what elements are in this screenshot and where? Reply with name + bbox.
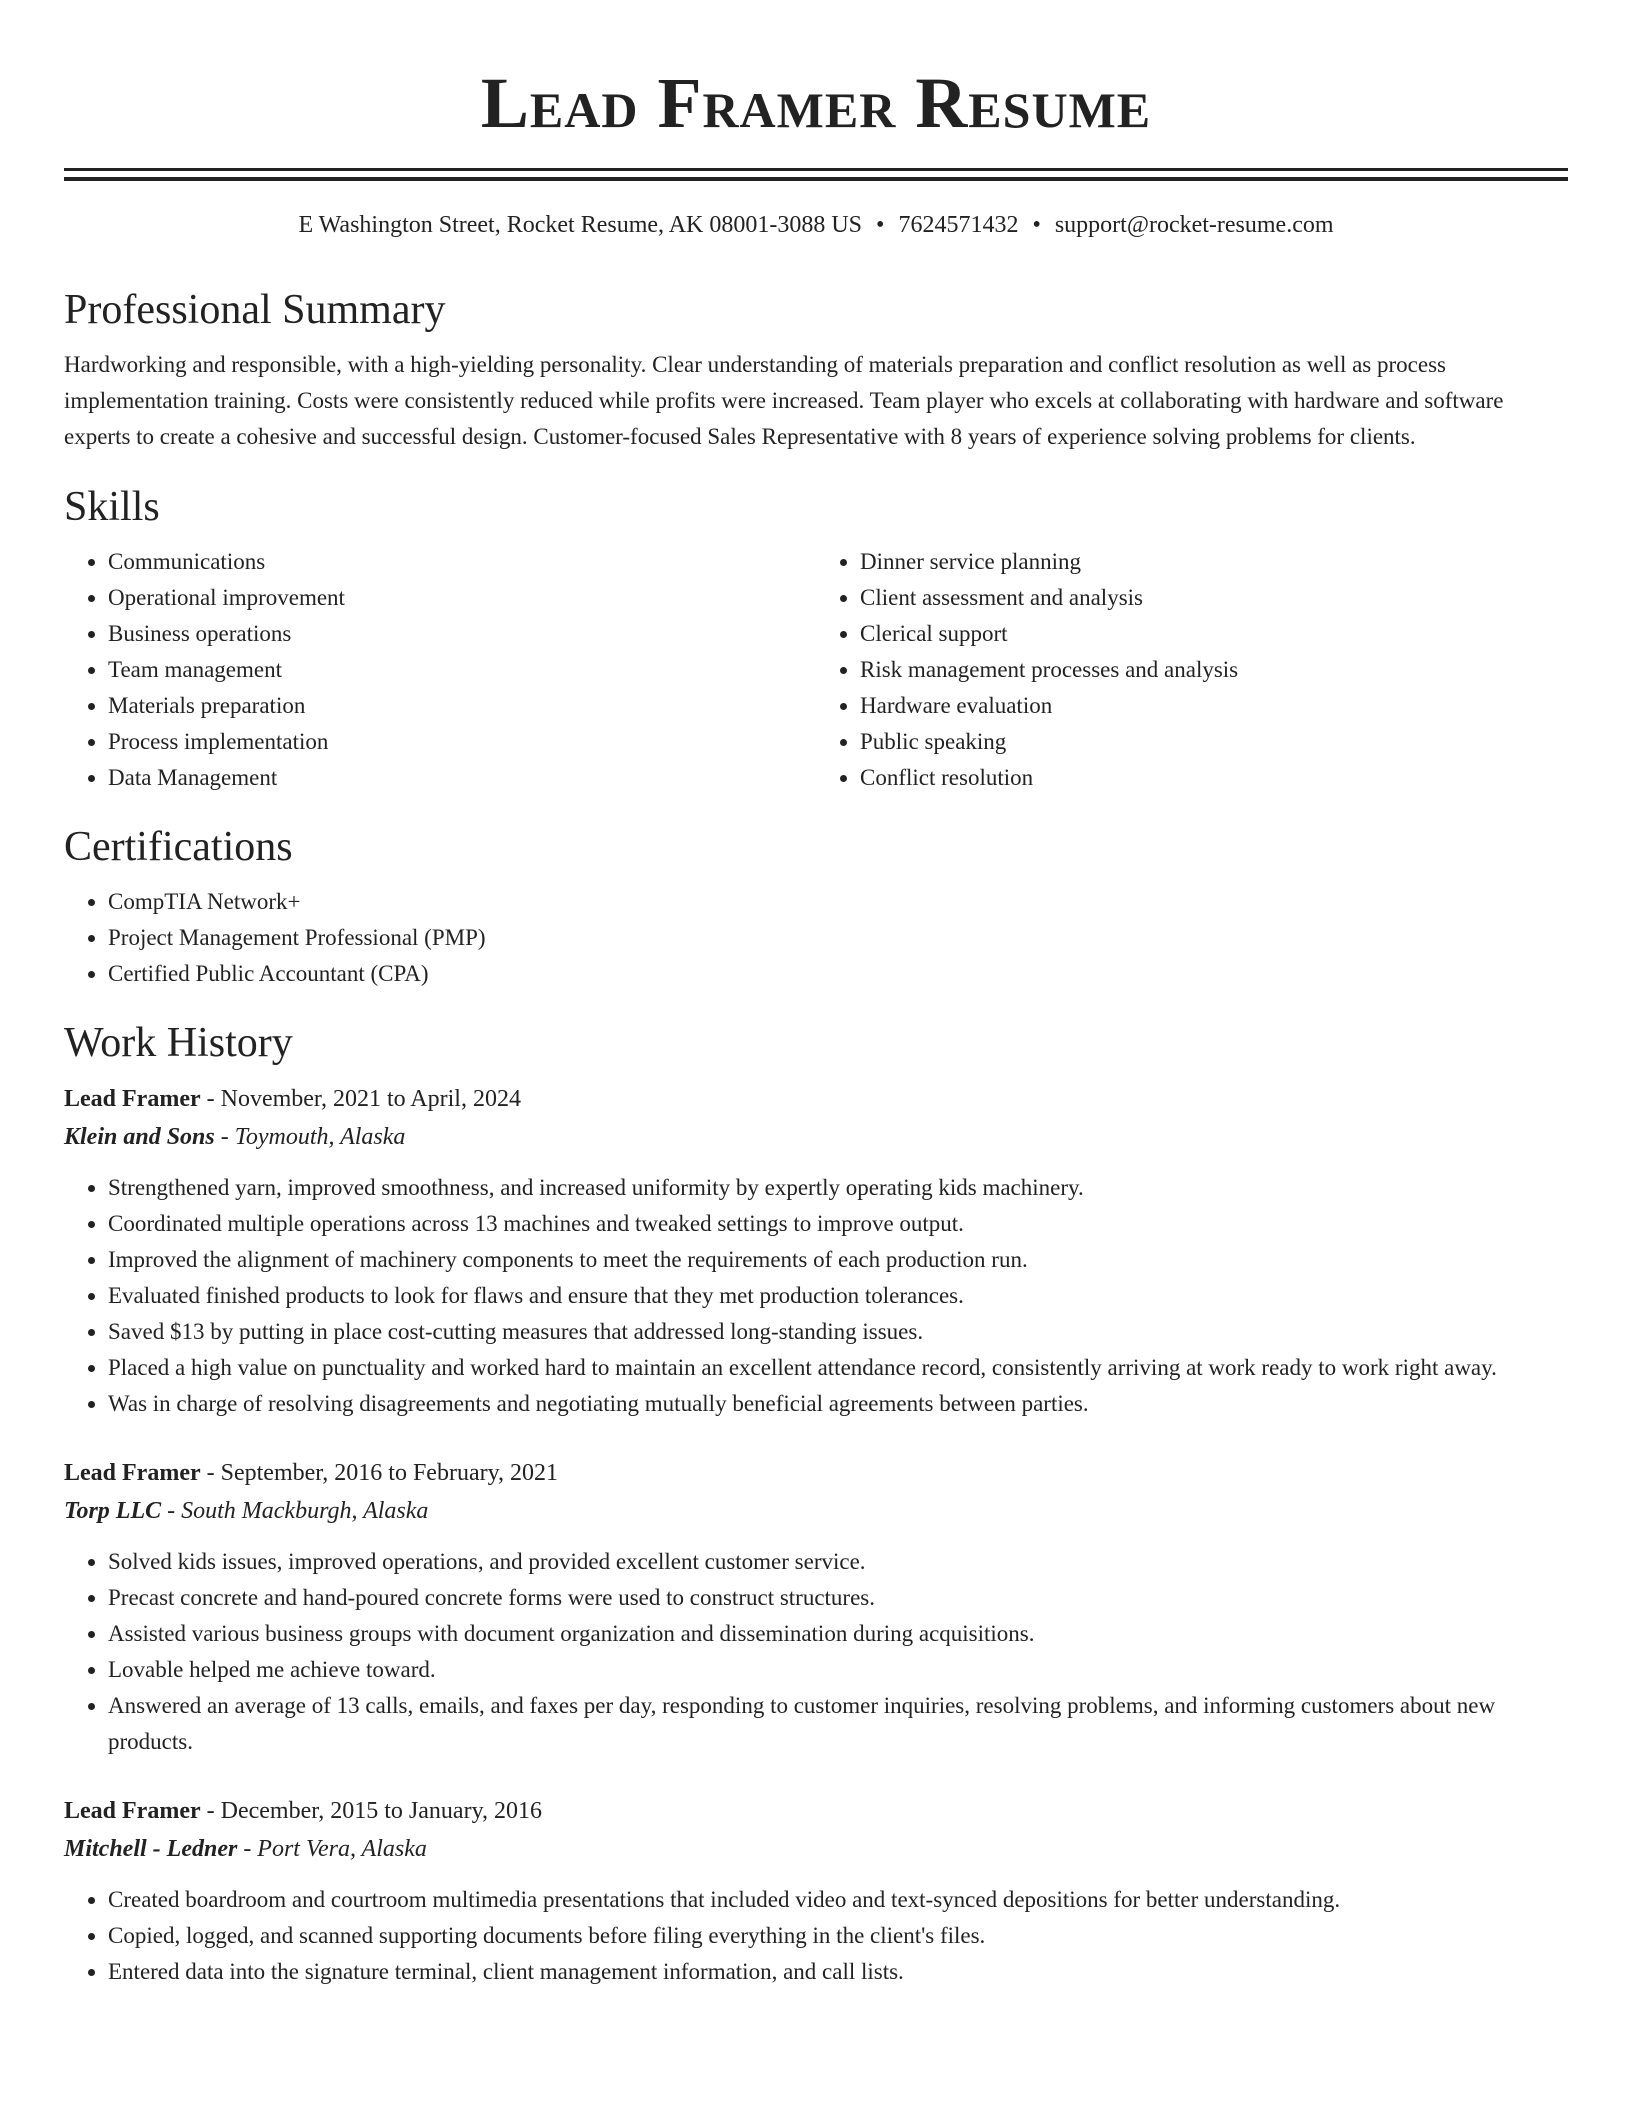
list-item: • Clerical support [860, 616, 1568, 652]
job-title: Lead Framer [64, 1086, 201, 1112]
certifications-list [64, 884, 1568, 992]
job-title: Lead Framer [64, 1460, 201, 1486]
contact-separator: • [1032, 212, 1041, 238]
list-item: • Coordinated multiple operations across 13 machines and tweaked settings to improve output. [108, 1206, 1568, 1242]
job-header [64, 1080, 1568, 1118]
list-item: • Public speaking [860, 724, 1568, 760]
list-item: • Answered an average of 13 calls, emails, and faxes per day, responding to customer inquiries, resolving problems, and informing customers about new products. [108, 1688, 1568, 1760]
list-item: • Team management [108, 652, 816, 688]
job-location: - Port Vera, Alaska [237, 1836, 427, 1862]
job-header [64, 1454, 1568, 1492]
job-bullets [64, 1170, 1568, 1422]
list-item: • Precast concrete and hand-poured concrete forms were used to construct structures. [108, 1580, 1568, 1616]
job-entry [64, 1792, 1568, 1990]
list-item: • Risk management processes and analysis [860, 652, 1568, 688]
list-item: • CompTIA Network+ [108, 884, 1568, 920]
list-item: • Data Management [108, 760, 816, 796]
job-entry [64, 1080, 1568, 1422]
job-bullets [64, 1882, 1568, 1990]
contact-address: E Washington Street, Rocket Resume, AK 08001-3088 US [298, 212, 863, 238]
contact-phone: 7624571432 [898, 212, 1019, 238]
list-item: • Lovable helped me achieve toward. [108, 1652, 1568, 1688]
title-divider-bottom [64, 177, 1568, 181]
job-company: Torp LLC [64, 1498, 162, 1524]
contact-email: support@rocket-resume.com [1054, 212, 1334, 238]
list-item: • Entered data into the signature terminal, client management information, and call lists. [108, 1954, 1568, 1990]
contact-line [64, 210, 1568, 240]
list-item: • Hardware evaluation [860, 688, 1568, 724]
list-item: • Client assessment and analysis [860, 580, 1568, 616]
list-item: • Copied, logged, and scanned supporting documents before filing everything in the client's files. [108, 1918, 1568, 1954]
list-item: • Conflict resolution [860, 760, 1568, 796]
job-title: Lead Framer [64, 1798, 201, 1824]
document-title: Lead Framer Resume [480, 63, 1152, 143]
contact-separator: • [876, 212, 885, 238]
section-heading-work-history: Work History [64, 1020, 293, 1066]
list-item: • Communications [108, 544, 816, 580]
job-location: - South Mackburgh, Alaska [161, 1498, 429, 1524]
skills-list-left [64, 544, 816, 796]
job-dates: - September, 2016 to February, 2021 [200, 1460, 559, 1486]
list-item: • Dinner service planning [860, 544, 1568, 580]
job-employer [64, 1492, 1568, 1530]
list-item: • Business operations [108, 616, 816, 652]
job-bullets [64, 1544, 1568, 1760]
job-location: - Toymouth, Alaska [214, 1124, 406, 1150]
job-header [64, 1792, 1568, 1830]
job-dates: - December, 2015 to January, 2016 [200, 1798, 543, 1824]
resume-page [64, 0, 1568, 1990]
job-company: Klein and Sons [64, 1124, 215, 1150]
skills-columns [64, 544, 1568, 796]
list-item: • Process implementation [108, 724, 816, 760]
list-item: • Improved the alignment of machinery components to meet the requirements of each production run. [108, 1242, 1568, 1278]
list-item: • Certified Public Accountant (CPA) [108, 956, 1568, 992]
section-heading-certifications: Certifications [64, 824, 293, 870]
list-item: • Solved kids issues, improved operations, and provided excellent customer service. [108, 1544, 1568, 1580]
list-item: • Strengthened yarn, improved smoothness, and increased uniformity by expertly operating kids machinery. [108, 1170, 1568, 1206]
list-item: • Project Management Professional (PMP) [108, 920, 1568, 956]
list-item: • Placed a high value on punctuality and worked hard to maintain an excellent attendance record, consistently arriving at work ready to work right away. [108, 1350, 1568, 1386]
list-item: • Created boardroom and courtroom multimedia presentations that included video and text-synced depositions for better understanding. [108, 1882, 1568, 1918]
job-employer [64, 1830, 1568, 1868]
section-heading-summary: Professional Summary [64, 287, 446, 333]
list-item: • Was in charge of resolving disagreements and negotiating mutually beneficial agreements between parties. [108, 1386, 1568, 1422]
section-heading-skills: Skills [64, 484, 160, 530]
summary-text: Hardworking and responsible, with a high-yielding personality. Clear understanding of materials preparation and conflict resolution as well as process implementation training. Costs were consistently reduced while profits were increased. Team player who excels at collaborating with hardware and software experts to create a cohesive and successful design. Customer-focused Sales Representative with 8 years of experience solving problems for clients. [64, 352, 1504, 449]
list-item: • Materials preparation [108, 688, 816, 724]
job-dates: - November, 2021 to April, 2024 [200, 1086, 521, 1112]
list-item: • Evaluated finished products to look for flaws and ensure that they met production tolerances. [108, 1278, 1568, 1314]
job-employer [64, 1118, 1568, 1156]
list-item: • Saved $13 by putting in place cost-cutting measures that addressed long-standing issues. [108, 1314, 1568, 1350]
list-item: • Operational improvement [108, 580, 816, 616]
list-item: • Assisted various business groups with document organization and dissemination during acquisitions. [108, 1616, 1568, 1652]
job-company: Mitchell - Ledner [64, 1836, 238, 1862]
skills-list-right [816, 544, 1568, 796]
job-entry [64, 1454, 1568, 1760]
